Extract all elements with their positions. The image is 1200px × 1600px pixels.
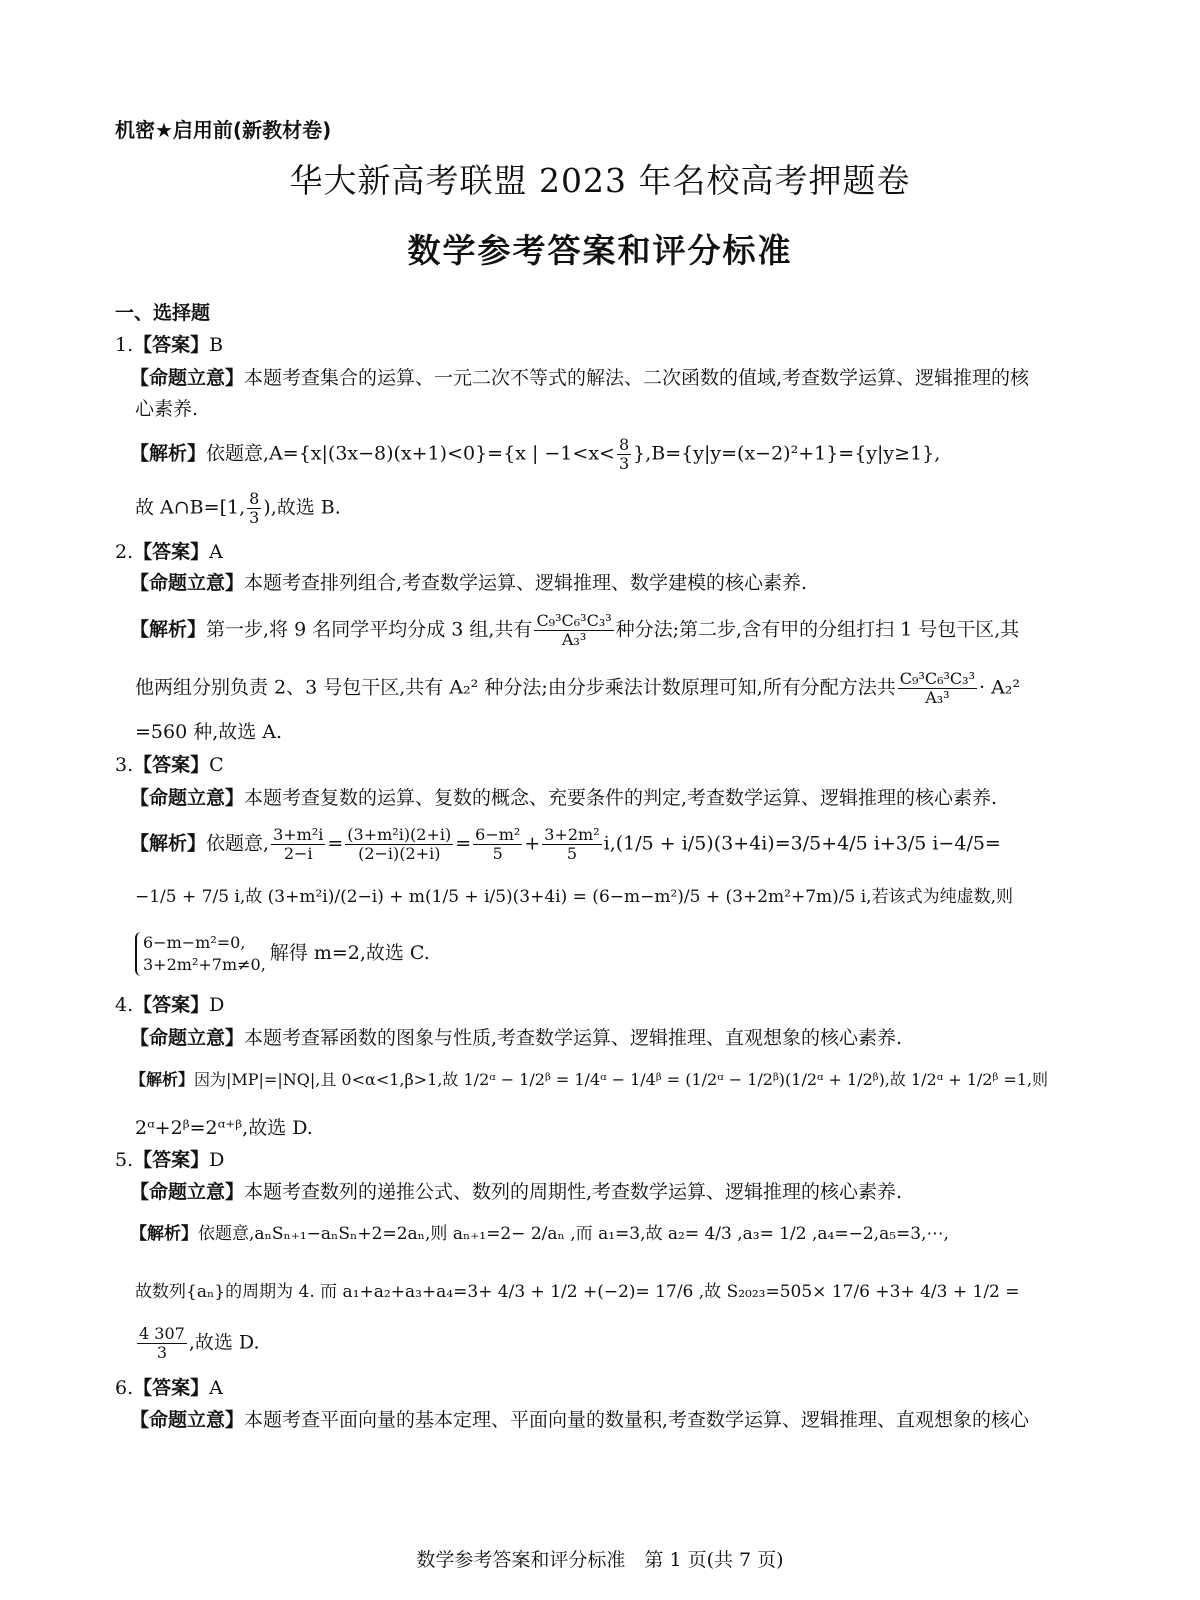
question-4-answer-line: 4.【答案】D (115, 994, 225, 1016)
question-3-intent: 【命题立意】本题考查复数的运算、复数的概念、充要条件的判定,考查数学运算、逻辑推理的核心素养. (130, 787, 998, 809)
question-4-answer: D (209, 994, 225, 1016)
question-5-analysis-l2: 故数列{aₙ}的周期为 4. 而 a₁+a₂+a₃+a₄=3+ 4/3 + 1/2 +(−2)= 17/6 ,故 S₂₀₂₃=505× 17/6 +3+ 4/3 + 1/2 = (135, 1282, 1020, 1302)
question-3-analysis-l1: 【解析】依题意, $\frac{\text{3+m²i}}{2-i}$ = $\frac{\text{(3+m²i)(2+i)}}{(2-i)(2+i)}$ = $\frac{\text{6−m²}}{5}$ + $\frac{\text{3+2m²}}{5}$ i,(1/5 + i/5)(3+4i)=3/5+4/5 i+3/5 i−4/5= (130, 825, 1001, 863)
question-1-intent: 【命题立意】本题考查集合的运算、一元二次不等式的解法、二次函数的值域,考查数学运算、逻辑推理的核 (130, 367, 1030, 389)
question-4-intent: 【命题立意】本题考查幂函数的图象与性质,考查数学运算、逻辑推理、直观想象的核心素养. (130, 1027, 903, 1049)
question-2-analysis-l3: =560 种,故选 A. (135, 721, 283, 743)
question-1-analysis-l1: 【解析】依题意,A={x|(3x−8)(x+1)<0}={x | −1<x< $\frac{8}{3}$ },B={y|y=(x−2)²+1}={y|y≥1}, (130, 435, 941, 473)
question-1-answer-line: 1.【答案】B (115, 334, 224, 356)
question-3-answer: C (209, 754, 224, 776)
question-2-answer: A (209, 541, 223, 563)
question-1-answer: B (209, 334, 224, 356)
question-4-analysis-l2: 2ᵅ+2ᵝ=2ᵅ⁺ᵝ,故选 D. (135, 1117, 313, 1139)
question-3-analysis-l2: −1/5 + 7/5 i,故 (3+m²i)/(2−i) + m(1/5 + i/5)(3+4i) = (6−m−m²)/5 + (3+2m²+7m)/5 i,若该式为纯虚数,则 (135, 887, 1013, 907)
question-1-intent-cont: 心素养. (135, 398, 199, 420)
question-5-analysis-l1: 【解析】依题意,aₙSₙ₊₁−aₙSₙ+2=2aₙ,则 aₙ₊₁=2− 2/aₙ ,而 a₁=3,故 a₂= 4/3 ,a₃= 1/2 ,a₄=−2,a₅=3,⋯, (130, 1224, 949, 1244)
page-footer: 数学参考答案和评分标准 第 1 页(共 7 页) (416, 1549, 784, 1571)
question-5-intent: 【命题立意】本题考查数列的递推公式、数列的周期性,考查数学运算、逻辑推理的核心素养. (130, 1181, 903, 1203)
document-subtitle: 数学参考答案和评分标准 (407, 231, 793, 270)
question-3-analysis-l3: 6−m−m²=0, 3+2m²+7m≠0, 解得 m=2,故选 C. (135, 932, 430, 976)
question-2-intent: 【命题立意】本题考查排列组合,考查数学运算、逻辑推理、数学建模的核心素养. (130, 572, 808, 594)
exam-title: 华大新高考联盟 2023 年名校高考押题卷 (289, 161, 911, 200)
section-title: 一、选择题 (115, 302, 211, 324)
question-5-answer-line: 5.【答案】D (115, 1149, 225, 1171)
question-6-answer-line: 6.【答案】A (115, 1377, 223, 1399)
question-2-answer-line: 2.【答案】A (115, 541, 223, 563)
question-6-answer: A (209, 1377, 223, 1399)
confidential-label: 机密★启用前(新教材卷) (115, 118, 332, 142)
question-5-answer: D (209, 1149, 225, 1171)
question-3-answer-line: 3.【答案】C (115, 754, 224, 776)
question-5-analysis-l3: $\frac{4 307}{3}$ ,故选 D. (139, 1324, 260, 1362)
question-6-intent: 【命题立意】本题考查平面向量的基本定理、平面向量的数量积,考查数学运算、逻辑推理、直观想象的核心 (130, 1409, 1030, 1431)
question-4-analysis-l1: 【解析】因为|MP|=|NQ|,且 0<α<1,β>1,故 1/2ᵅ − 1/2ᵝ = 1/4ᵅ − 1/4ᵝ = (1/2ᵅ − 1/2ᵝ)(1/2ᵅ + 1/2ᵝ),故 1/2ᵅ + 1/2ᵝ =1,则 (130, 1070, 1049, 1089)
question-2-analysis-l2: 他两组分别负责 2、3 号包干区,共有 A₂² 种分法;由分步乘法计数原理可知,所有分配方法共 $\frac{\text{C₉³C₆³C₃³}}{\text{A₃³}}$ · A₂² (135, 669, 1021, 707)
question-2-analysis-l1: 【解析】第一步,将 9 名同学平均分成 3 组,共有 $\frac{\text{C₉³C₆³C₃³}}{\text{A₃³}}$ 种分法;第二步,含有甲的分组打扫 1 号包干区,其 (130, 611, 1020, 649)
question-1-analysis-l2: 故 A∩B=[1, $\frac{8}{3}$ ),故选 B. (135, 489, 341, 527)
